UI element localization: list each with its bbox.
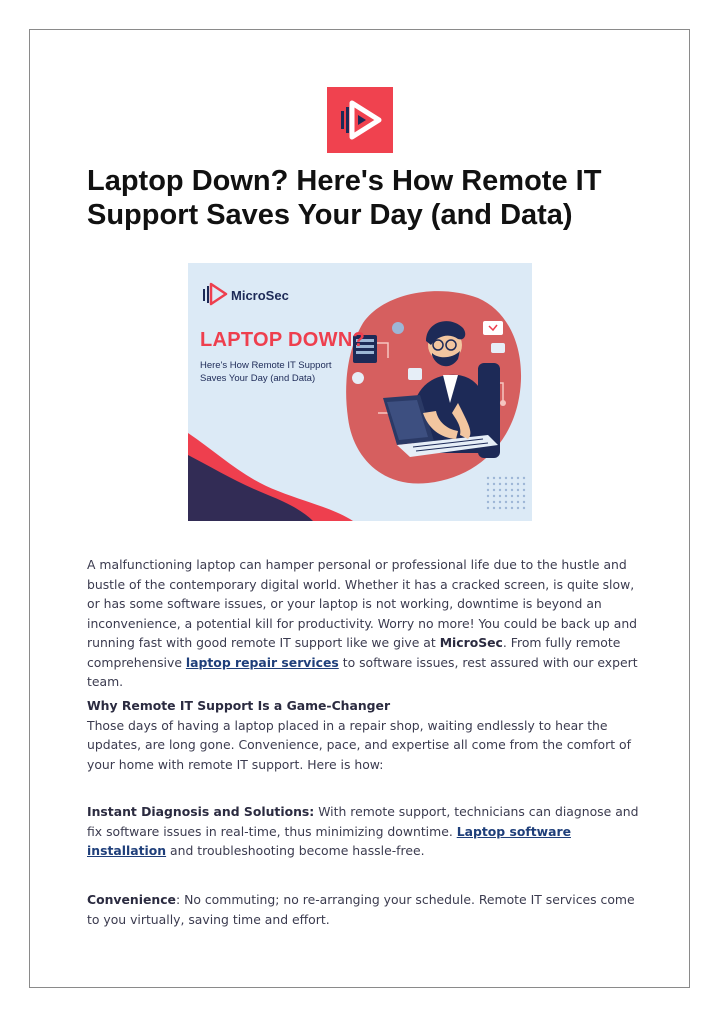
why-text: Those days of having a laptop placed in a repair shop, waiting endlessly to hear the updates, are long gone. Convenience, pace, and expertise all come from the comfort of your home with remote IT support. Here is how: xyxy=(87,717,631,772)
intro-paragraph xyxy=(87,555,647,692)
convenience-label: Convenience xyxy=(87,892,176,907)
intro-text-3: to software issues, rest assured with our expert team. xyxy=(87,654,638,689)
microsec-logo xyxy=(327,87,393,153)
intro-text-2: . From fully remote comprehensive xyxy=(87,635,621,670)
microsec-play-logo-icon xyxy=(327,87,393,153)
laptop-software-installation-link[interactable]: Laptop software installation xyxy=(87,823,571,858)
banner-subtitle: Here's How Remote IT Support Saves Your Day (and Data) xyxy=(200,360,332,384)
why-section xyxy=(87,696,647,774)
convenience-section xyxy=(87,890,647,929)
instant-text-end: and troubleshooting become hassle-free. xyxy=(166,843,425,858)
banner-headline: LAPTOP DOWN? xyxy=(200,329,366,351)
intro-brand: MicroSec xyxy=(439,635,503,650)
laptop-repair-services-link[interactable]: laptop repair services xyxy=(185,654,339,670)
instant-text: With remote support, technicians can diagnose and fix software issues in real-time, thus minimizing downtime. xyxy=(87,804,639,839)
banner-brand-name: MicroSec xyxy=(231,288,289,303)
intro-text: A malfunctioning laptop can hamper personal or professional life due to the hustle and bustle of the contemporary digital world. Whether it has a cracked screen, is quite slow, or has some software issues, or your laptop is not working, downtime is beyond an inconvenience, a potential kill for productivity. Worry no more! You could be back up and running fast with good remote IT support like we give at xyxy=(87,557,638,650)
page-title: Laptop Down? Here's How Remote IT Support Saves Your Day (and Data) xyxy=(87,165,602,231)
why-heading: Why Remote IT Support Is a Game-Changer xyxy=(87,698,391,713)
hero-banner xyxy=(188,263,532,521)
instant-section xyxy=(87,802,647,861)
instant-label: Instant Diagnosis and Solutions: xyxy=(87,804,315,819)
convenience-text: : No commuting; no re-arranging your schedule. Remote IT services come to you virtually, saving time and effort. xyxy=(87,892,635,927)
